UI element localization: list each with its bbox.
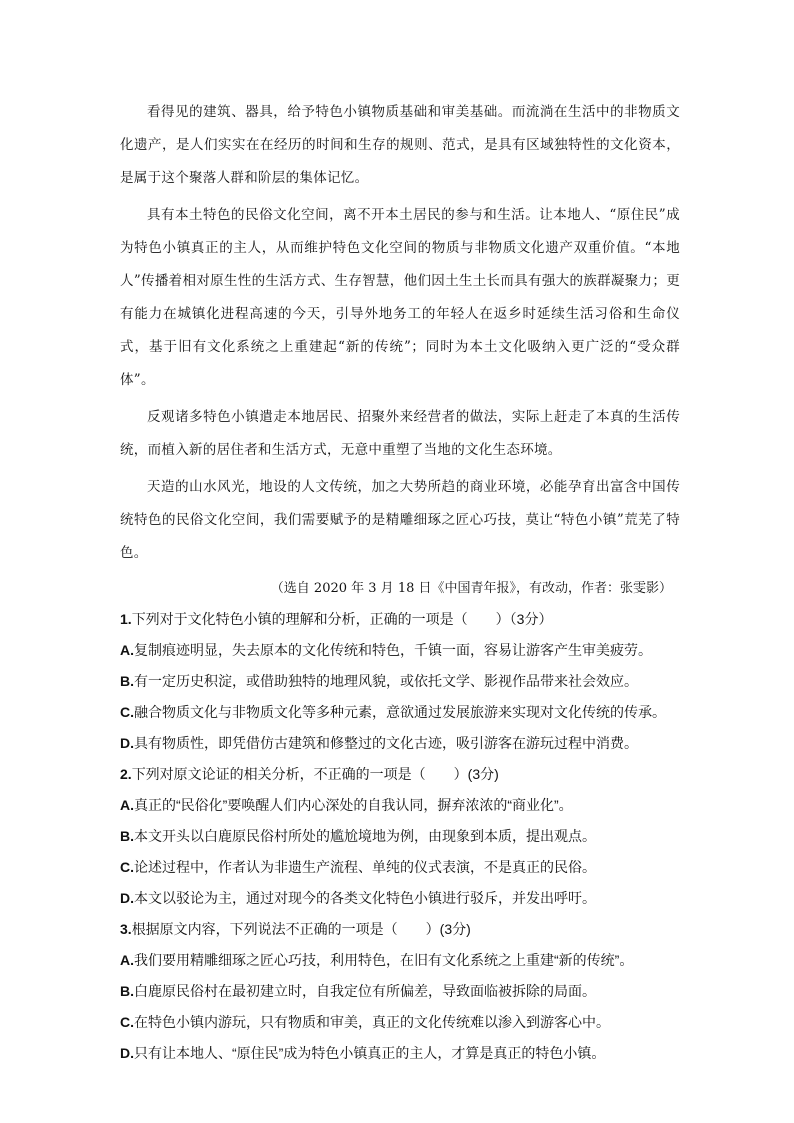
question-number: 1. — [120, 611, 132, 627]
option-letter: C. — [120, 1014, 134, 1030]
option-letter: B. — [120, 983, 134, 999]
option-letter: C. — [120, 704, 134, 720]
question-number: 2. — [120, 766, 132, 782]
option-a — [120, 790, 680, 821]
option-text: 在特色小镇内游玩，只有物质和审美，真正的文化传统难以渗入到游客心中。 — [134, 1014, 610, 1030]
option-c — [120, 697, 680, 728]
question-1 — [120, 604, 680, 759]
question-number: 3. — [120, 921, 132, 937]
question-stem — [120, 914, 680, 945]
option-c — [120, 852, 680, 883]
document-page — [120, 96, 680, 1069]
option-letter: B. — [120, 673, 134, 689]
passage-paragraph: 天造的山水风光，地设的人文传统，加之大势所趋的商业环境，必能孕育出富含中国传统特色的民俗文化空间，我们需要赋予的是精雕细琢之匠心巧技，莫让“特色小镇”荒芜了特色。 — [120, 479, 680, 561]
option-text: 本文开头以白鹿原民俗村所处的尴尬境地为例，由现象到本质，提出观点。 — [134, 828, 596, 844]
passage-paragraph: 反观诸多特色小镇遣走本地居民、招聚外来经营者的做法，实际上赶走了本真的生活传统，而植入新的居住者和生活方式，无意中重塑了当地的文化生态环境。 — [120, 409, 680, 458]
question-2 — [120, 759, 680, 914]
option-letter: D. — [120, 735, 134, 751]
option-d — [120, 728, 680, 759]
question-text: 下列对原文论证的相关分析，不正确的一项是（ ）(3分) — [131, 766, 499, 782]
option-text: 白鹿原民俗村在最初建立时，自我定位有所偏差，导致面临被拆除的局面。 — [134, 983, 596, 999]
option-letter: A. — [120, 952, 134, 968]
option-d — [120, 883, 680, 914]
option-b — [120, 821, 680, 852]
option-letter: C. — [120, 859, 134, 875]
question-text: 根据原文内容，下列说法不正确的一项是（ ）(3分) — [131, 921, 471, 937]
question-stem — [120, 759, 680, 790]
passage-paragraph: 看得见的建筑、器具，给予特色小镇物质基础和审美基础。而流淌在生活中的非物质文化遗产，是人们实实在在经历的时间和生存的规则、范式，是具有区域独特性的文化资本，是属于这个聚落人群和阶层的集体记忆。 — [120, 104, 680, 186]
option-b — [120, 666, 680, 697]
option-letter: D. — [120, 1045, 134, 1061]
option-text: 我们要用精雕细琢之匠心巧技，利用特色，在旧有文化系统之上重建“新的传统”。 — [134, 952, 634, 968]
option-letter: A. — [120, 642, 134, 658]
passage-paragraph: 具有本土特色的民俗文化空间，离不开本土居民的参与和生活。让本地人、“原住民”成为特色小镇真正的主人，从而维护特色文化空间的物质与非物质文化遗产双重价值。“本地人”传播着相对原生性的生活方式、生存智慧，他们因土生土长而具有强大的族群凝聚力；更有能力在城镇化进程高速的今天，引导外地务工的年轻人在返乡时延续生活习俗和生命仪式，基于旧有文化系统之上重建起“新的传统”；同时为本土文化吸纳入更广泛的“受众群体”。 — [120, 207, 680, 388]
question-list — [120, 604, 680, 1069]
option-text: 本文以驳论为主，通过对现今的各类文化特色小镇进行驳斥，并发出呼吁。 — [134, 890, 596, 906]
source-citation: （选自 2020 年 3 月 18 日《中国青年报》，有改动，作者：张雯影） — [270, 581, 672, 596]
option-a — [120, 945, 680, 976]
question-3 — [120, 914, 680, 1069]
option-text: 具有物质性，即凭借仿古建筑和修整过的文化古迹，吸引游客在游玩过程中消费。 — [134, 735, 638, 751]
option-text: 有一定历史积淀，或借助独特的地理风貌，或依托文学、影视作品带来社会效应。 — [134, 673, 638, 689]
option-letter: D. — [120, 890, 134, 906]
option-letter: A. — [120, 797, 134, 813]
option-text: 融合物质文化与非物质文化等多种元素，意欲通过发展旅游来实现对文化传统的传承。 — [134, 704, 666, 720]
option-text: 只有让本地人、“原住民”成为特色小镇真正的主人，才算是真正的特色小镇。 — [134, 1045, 606, 1061]
question-text: 下列对于文化特色小镇的理解和分析，正确的一项是（ ）（3分） — [131, 611, 553, 627]
option-d — [120, 1038, 680, 1069]
option-letter: B. — [120, 828, 134, 844]
passage — [120, 96, 680, 570]
question-stem — [120, 604, 680, 635]
option-text: 真正的“民俗化”要唤醒人们内心深处的自我认同，摒弃浓浓的“商业化”。 — [134, 797, 573, 813]
option-text: 复制痕迹明显，失去原本的文化传统和特色，千镇一面，容易让游客产生审美疲劳。 — [134, 642, 652, 658]
option-c — [120, 1007, 680, 1038]
option-text: 论述过程中，作者认为非遗生产流程、单纯的仪式表演，不是真正的民俗。 — [134, 859, 596, 875]
option-b — [120, 976, 680, 1007]
option-a — [120, 635, 680, 666]
